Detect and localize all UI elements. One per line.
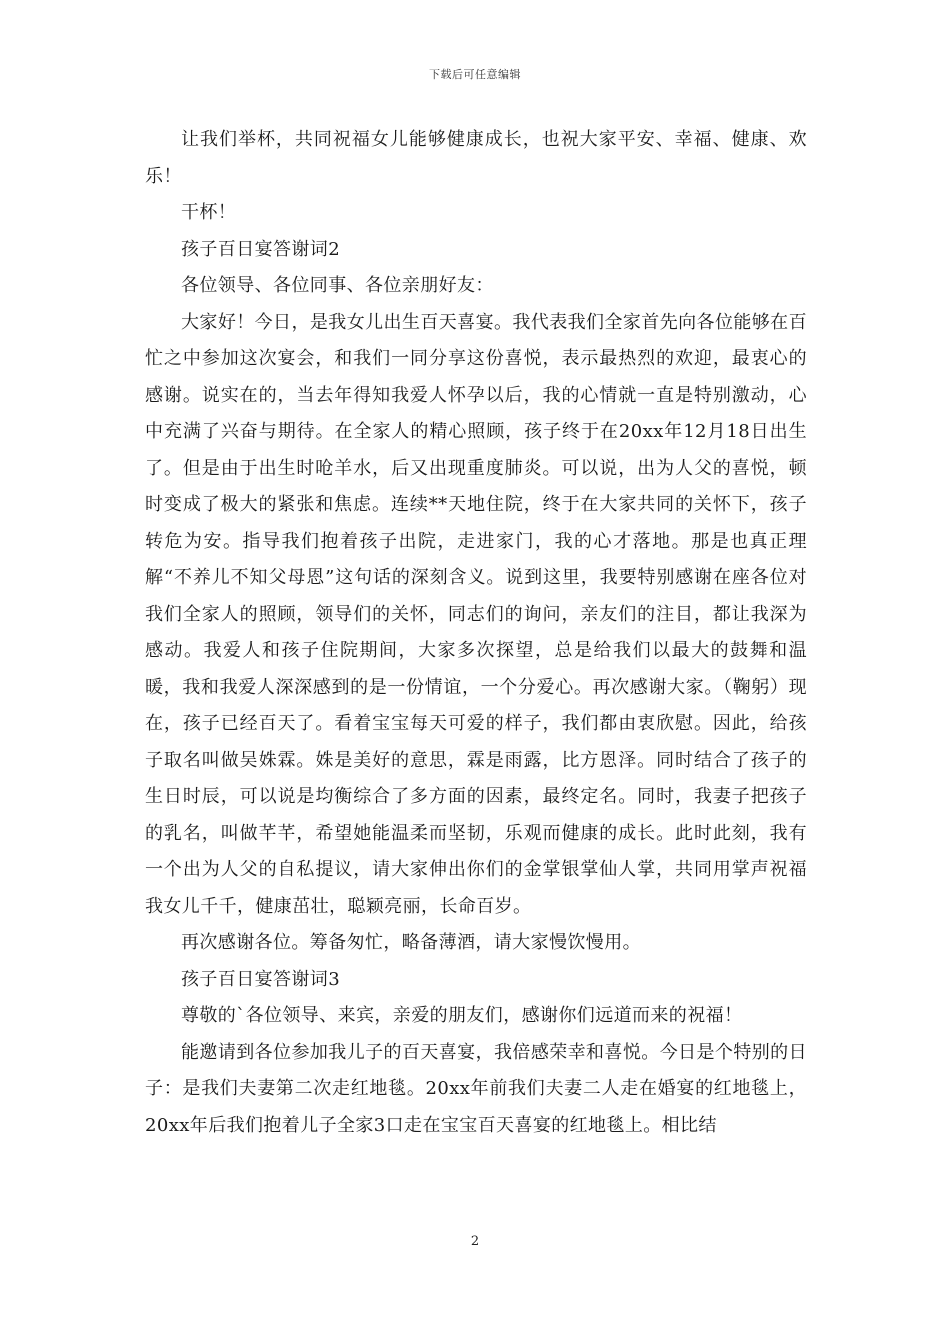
paragraph-speech-2-closing: 再次感谢各位。筹备匆忙，略备薄酒，请大家慢饮慢用。 [181, 932, 641, 953]
paragraph-toast-blessing: 让我们举杯，共同祝福女儿能够健康成长，也祝大家平安、幸福、健康、欢乐！ [145, 129, 807, 187]
paragraph-salutation-3: 尊敬的`各位领导、来宾，亲爱的朋友们，感谢你们远道而来的祝福！ [181, 1005, 743, 1026]
paragraph-cheers: 干杯！ [181, 202, 237, 223]
section-title-speech-2: 孩子百日宴答谢词2 [181, 238, 341, 260]
paragraph-speech-3-body: 能邀请到各位参加我儿子的百天喜宴，我倍感荣幸和喜悦。今日是个特别的日子：是我们夫妻第二次走红地毯。20xx年前我们夫妻二人走在婚宴的红地毯上，20xx年后我们抱着儿子全家3口走在宝宝百天喜宴的红地毯上。相比结 [145, 1041, 807, 1136]
paragraph-salutation-2: 各位领导、各位同事、各位亲朋好友： [181, 275, 494, 296]
page-number: 2 [470, 1234, 480, 1249]
page-header-note: 下载后可任意编辑 [429, 68, 521, 81]
document-body [145, 122, 807, 1144]
section-title-speech-3: 孩子百日宴答谢词3 [181, 968, 341, 990]
paragraph-speech-2-body: 大家好！今日，是我女儿出生百天喜宴。我代表我们全家首先向各位能够在百忙之中参加这次宴会，和我们一同分享这份喜悦，表示最热烈的欢迎，最衷心的感谢。说实在的，当去年得知我爱人怀孕以后，我的心情就一直是特别激动，心中充满了兴奋与期待。在全家人的精心照顾，孩子终于在20xx年12月18日出生了。但是由于出生时呛羊水，后又出现重度肺炎。可以说，出为人父的喜悦，顿时变成了极大的紧张和焦虑。连续**天地住院，终于在大家共同的关怀下，孩子转危为安。指导我们抱着孩子出院，走进家门，我的心才落地。那是也真正理解“不养儿不知父母恩”这句话的深刻含义。说到这里，我要特别感谢在座各位对我们全家人的照顾，领导们的关怀，同志们的询问，亲友们的注目，都让我深为感动。我爱人和孩子住院期间，大家多次探望，总是给我们以最大的鼓舞和温暖，我和我爱人深深感到的是一份情谊，一个分爱心。再次感谢大家。（鞠躬）现在，孩子已经百天了。看着宝宝每天可爱的样子，我们都由衷欣慰。因此，给孩子取名叫做吴姝霖。姝是美好的意思，霖是雨露，比方恩泽。同时结合了孩子的生日时辰，可以说是均衡综合了多方面的因素，最终定名。同时，我妻子把孩子的乳名，叫做芊芊，希望她能温柔而坚韧，乐观而健康的成长。此时此刻，我有一个出为人父的自私提议，请大家伸出你们的金掌银掌仙人掌，共同用掌声祝福我女儿千千，健康茁壮，聪颖亮丽，长命百岁。 [145, 311, 807, 917]
